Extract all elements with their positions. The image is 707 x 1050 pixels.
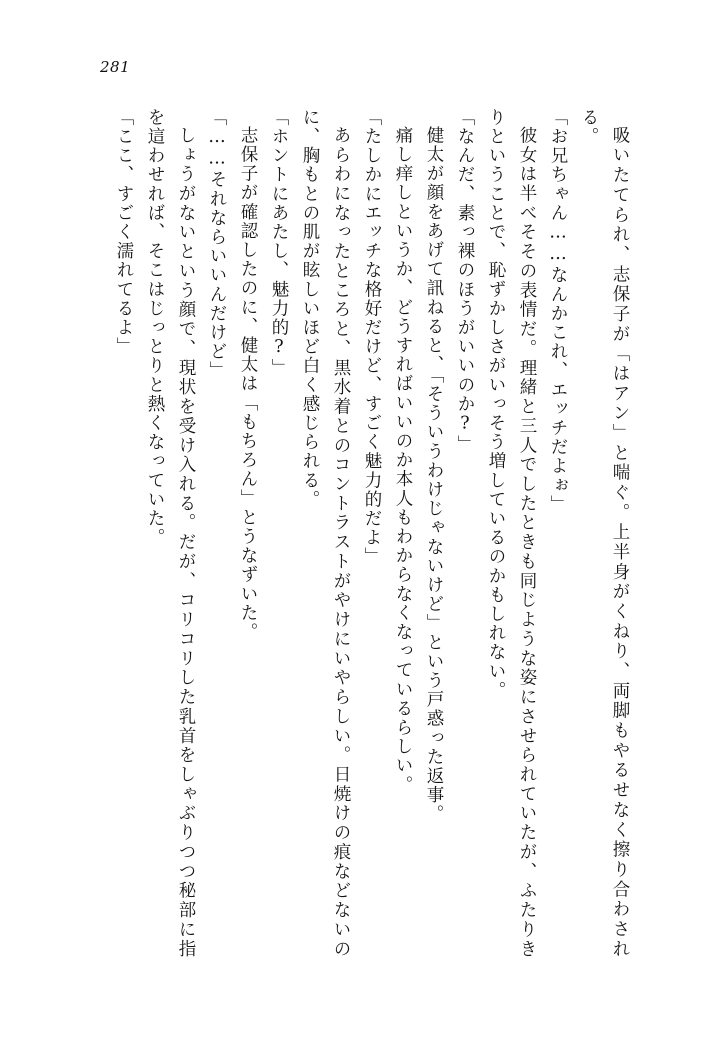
- paragraph: しょうがないという顔で、現状を受け入れる。だが、コリコリした乳首をしゃぶりつつ秘部に指を這わせれば、そこはじっとりと熱くなっていた。: [145, 108, 196, 958]
- paragraph: あらわになったところと、黒水着とのコントラストがやけにいやらしい。日焼けの痕などないのに、胸もとの肌が眩しいほど白く感じられる。: [300, 108, 351, 958]
- paragraph: 「お兄ちゃん……なんかこれ、エッチだよぉ」: [548, 108, 568, 515]
- page-number: 281: [100, 58, 131, 76]
- paragraph: 志保子が確認したのに、健太は「もちろん」とうなずいた。: [238, 125, 258, 642]
- paragraph: 吸いたてられ、志保子が「はアン」と喘ぐ。上半身がくねり、両脚もやるせなく擦り合わされる。: [579, 108, 630, 958]
- paragraph: 「……それならいいんだけど」: [207, 108, 227, 381]
- paragraph: 健太が顔をあげて訊ねると、「そういうわけじゃないけど」という戸惑った返事。: [424, 125, 444, 824]
- paragraph: 痛し痒しというか、どうすればいいのか本人もわからなくなっているらしい。: [393, 125, 413, 794]
- paragraph: 「たしかにエッチな格好だけど、すごく魅力的だよ」: [362, 108, 382, 567]
- paragraph: 彼女は半べそその表情だ。理緒と三人でしたときも同じような姿にさせられていたが、ふたりきりということで、恥ずかしさがいっそう増しているのかもしれない。: [486, 108, 537, 958]
- body-text: [75, 108, 635, 958]
- paragraph: 「ここ、すごく濡れてるよ」: [114, 108, 134, 357]
- paragraph: 「なんだ、素っ裸のほうがいいのか?」: [455, 108, 475, 455]
- paragraph: 「ホントにあたし、魅力的?」: [269, 108, 289, 378]
